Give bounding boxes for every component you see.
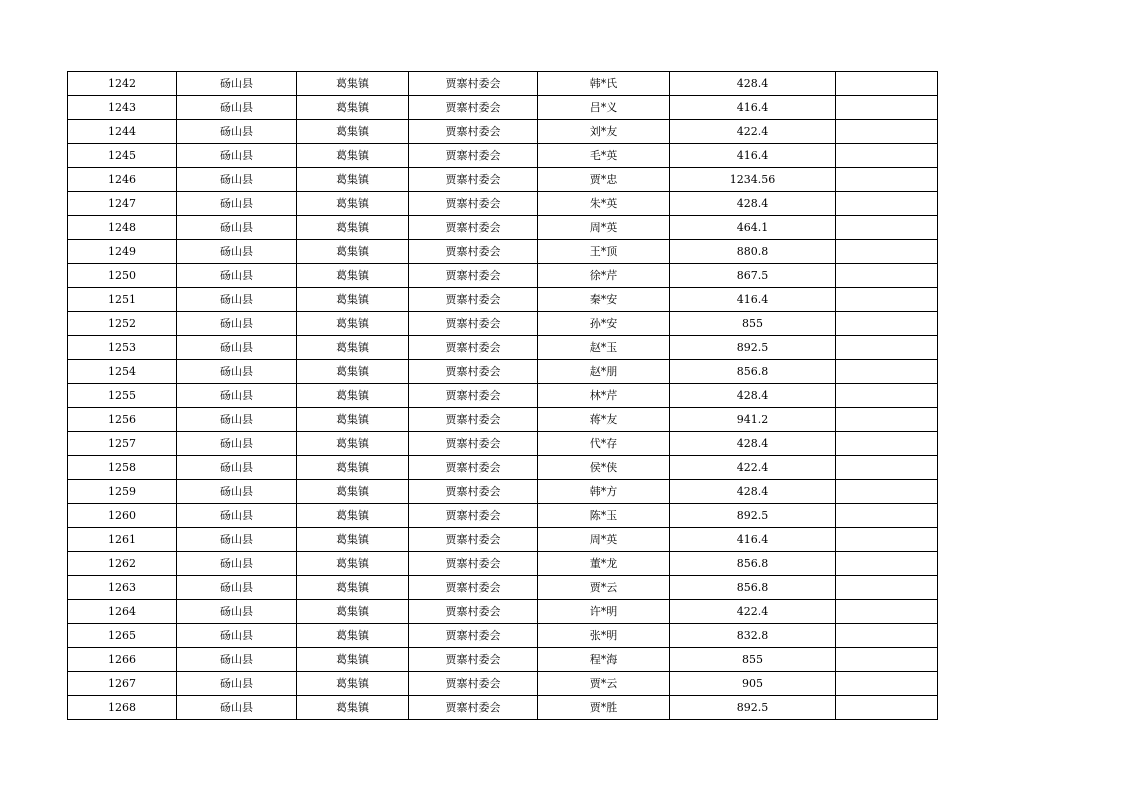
amount-cell: 422.4 (670, 456, 836, 480)
village-cell: 贾寨村委会 (409, 312, 538, 336)
village-cell: 贾寨村委会 (409, 696, 538, 720)
village-cell: 贾寨村委会 (409, 480, 538, 504)
village-cell: 贾寨村委会 (409, 144, 538, 168)
county-cell: 砀山县 (177, 360, 297, 384)
name-cell: 董*龙 (538, 552, 670, 576)
name-cell: 秦*安 (538, 288, 670, 312)
table-row (68, 528, 938, 552)
table-row (68, 216, 938, 240)
town-cell: 葛集镇 (297, 72, 409, 96)
row-number-cell: 1264 (68, 600, 177, 624)
county-cell: 砀山县 (177, 192, 297, 216)
row-number-cell: 1266 (68, 648, 177, 672)
village-cell: 贾寨村委会 (409, 408, 538, 432)
amount-cell: 422.4 (670, 600, 836, 624)
village-cell: 贾寨村委会 (409, 504, 538, 528)
note-cell (836, 96, 938, 120)
county-cell: 砀山县 (177, 552, 297, 576)
village-cell: 贾寨村委会 (409, 552, 538, 576)
county-cell: 砀山县 (177, 648, 297, 672)
amount-cell: 416.4 (670, 144, 836, 168)
row-number-cell: 1259 (68, 480, 177, 504)
note-cell (836, 624, 938, 648)
village-cell: 贾寨村委会 (409, 168, 538, 192)
amount-cell: 428.4 (670, 384, 836, 408)
town-cell: 葛集镇 (297, 648, 409, 672)
row-number-cell: 1250 (68, 264, 177, 288)
row-number-cell: 1248 (68, 216, 177, 240)
table-row (68, 192, 938, 216)
name-cell: 朱*英 (538, 192, 670, 216)
table-row (68, 120, 938, 144)
table-row (68, 96, 938, 120)
note-cell (836, 672, 938, 696)
row-number-cell: 1243 (68, 96, 177, 120)
county-cell: 砀山县 (177, 576, 297, 600)
table-row (68, 384, 938, 408)
amount-cell: 892.5 (670, 696, 836, 720)
table-row (68, 360, 938, 384)
name-cell: 陈*玉 (538, 504, 670, 528)
county-cell: 砀山县 (177, 672, 297, 696)
row-number-cell: 1267 (68, 672, 177, 696)
village-cell: 贾寨村委会 (409, 120, 538, 144)
county-cell: 砀山县 (177, 600, 297, 624)
name-cell: 王*顶 (538, 240, 670, 264)
note-cell (836, 480, 938, 504)
row-number-cell: 1265 (68, 624, 177, 648)
county-cell: 砀山县 (177, 216, 297, 240)
county-cell: 砀山县 (177, 96, 297, 120)
town-cell: 葛集镇 (297, 96, 409, 120)
name-cell: 贾*胜 (538, 696, 670, 720)
note-cell (836, 192, 938, 216)
table-row (68, 432, 938, 456)
county-cell: 砀山县 (177, 408, 297, 432)
amount-cell: 428.4 (670, 432, 836, 456)
town-cell: 葛集镇 (297, 696, 409, 720)
row-number-cell: 1262 (68, 552, 177, 576)
note-cell (836, 648, 938, 672)
row-number-cell: 1260 (68, 504, 177, 528)
table-row (68, 336, 938, 360)
town-cell: 葛集镇 (297, 120, 409, 144)
row-number-cell: 1254 (68, 360, 177, 384)
county-cell: 砀山县 (177, 432, 297, 456)
table-row (68, 672, 938, 696)
village-cell: 贾寨村委会 (409, 96, 538, 120)
table-row (68, 312, 938, 336)
county-cell: 砀山县 (177, 120, 297, 144)
county-cell: 砀山县 (177, 480, 297, 504)
name-cell: 徐*芹 (538, 264, 670, 288)
village-cell: 贾寨村委会 (409, 288, 538, 312)
name-cell: 贾*云 (538, 672, 670, 696)
name-cell: 毛*英 (538, 144, 670, 168)
name-cell: 张*明 (538, 624, 670, 648)
note-cell (836, 408, 938, 432)
amount-cell: 416.4 (670, 96, 836, 120)
note-cell (836, 120, 938, 144)
amount-cell: 464.1 (670, 216, 836, 240)
town-cell: 葛集镇 (297, 408, 409, 432)
table-row (68, 480, 938, 504)
village-cell: 贾寨村委会 (409, 216, 538, 240)
town-cell: 葛集镇 (297, 624, 409, 648)
note-cell (836, 696, 938, 720)
county-cell: 砀山县 (177, 264, 297, 288)
row-number-cell: 1251 (68, 288, 177, 312)
amount-cell: 856.8 (670, 360, 836, 384)
row-number-cell: 1245 (68, 144, 177, 168)
row-number-cell: 1244 (68, 120, 177, 144)
town-cell: 葛集镇 (297, 216, 409, 240)
note-cell (836, 552, 938, 576)
town-cell: 葛集镇 (297, 600, 409, 624)
table-body (68, 72, 938, 720)
town-cell: 葛集镇 (297, 192, 409, 216)
row-number-cell: 1261 (68, 528, 177, 552)
town-cell: 葛集镇 (297, 312, 409, 336)
amount-cell: 941.2 (670, 408, 836, 432)
note-cell (836, 168, 938, 192)
town-cell: 葛集镇 (297, 456, 409, 480)
town-cell: 葛集镇 (297, 576, 409, 600)
row-number-cell: 1257 (68, 432, 177, 456)
name-cell: 许*明 (538, 600, 670, 624)
village-cell: 贾寨村委会 (409, 672, 538, 696)
amount-cell: 892.5 (670, 504, 836, 528)
county-cell: 砀山县 (177, 144, 297, 168)
note-cell (836, 528, 938, 552)
county-cell: 砀山县 (177, 696, 297, 720)
village-cell: 贾寨村委会 (409, 192, 538, 216)
name-cell: 韩*氏 (538, 72, 670, 96)
name-cell: 周*英 (538, 528, 670, 552)
table-row (68, 552, 938, 576)
table-row (68, 576, 938, 600)
town-cell: 葛集镇 (297, 336, 409, 360)
amount-cell: 855 (670, 648, 836, 672)
row-number-cell: 1256 (68, 408, 177, 432)
table-row (68, 264, 938, 288)
village-cell: 贾寨村委会 (409, 624, 538, 648)
amount-cell: 428.4 (670, 480, 836, 504)
town-cell: 葛集镇 (297, 168, 409, 192)
note-cell (836, 384, 938, 408)
note-cell (836, 576, 938, 600)
note-cell (836, 312, 938, 336)
village-cell: 贾寨村委会 (409, 456, 538, 480)
name-cell: 孙*安 (538, 312, 670, 336)
note-cell (836, 432, 938, 456)
name-cell: 周*英 (538, 216, 670, 240)
village-cell: 贾寨村委会 (409, 576, 538, 600)
table-row (68, 504, 938, 528)
amount-cell: 880.8 (670, 240, 836, 264)
table-row (68, 624, 938, 648)
village-cell: 贾寨村委会 (409, 600, 538, 624)
row-number-cell: 1242 (68, 72, 177, 96)
note-cell (836, 504, 938, 528)
amount-cell: 832.8 (670, 624, 836, 648)
town-cell: 葛集镇 (297, 264, 409, 288)
table-row (68, 456, 938, 480)
table-row (68, 144, 938, 168)
amount-cell: 892.5 (670, 336, 836, 360)
row-number-cell: 1247 (68, 192, 177, 216)
row-number-cell: 1249 (68, 240, 177, 264)
village-cell: 贾寨村委会 (409, 648, 538, 672)
county-cell: 砀山县 (177, 240, 297, 264)
town-cell: 葛集镇 (297, 480, 409, 504)
note-cell (836, 240, 938, 264)
note-cell (836, 456, 938, 480)
county-cell: 砀山县 (177, 528, 297, 552)
data-table (67, 71, 938, 720)
note-cell (836, 144, 938, 168)
note-cell (836, 216, 938, 240)
county-cell: 砀山县 (177, 288, 297, 312)
town-cell: 葛集镇 (297, 504, 409, 528)
amount-cell: 855 (670, 312, 836, 336)
name-cell: 吕*义 (538, 96, 670, 120)
note-cell (836, 336, 938, 360)
county-cell: 砀山县 (177, 384, 297, 408)
town-cell: 葛集镇 (297, 432, 409, 456)
amount-cell: 1234.56 (670, 168, 836, 192)
name-cell: 韩*方 (538, 480, 670, 504)
note-cell (836, 72, 938, 96)
town-cell: 葛集镇 (297, 528, 409, 552)
name-cell: 代*存 (538, 432, 670, 456)
name-cell: 林*芹 (538, 384, 670, 408)
county-cell: 砀山县 (177, 456, 297, 480)
amount-cell: 428.4 (670, 72, 836, 96)
amount-cell: 856.8 (670, 552, 836, 576)
county-cell: 砀山县 (177, 312, 297, 336)
county-cell: 砀山县 (177, 336, 297, 360)
table-row (68, 168, 938, 192)
town-cell: 葛集镇 (297, 384, 409, 408)
row-number-cell: 1263 (68, 576, 177, 600)
row-number-cell: 1253 (68, 336, 177, 360)
county-cell: 砀山县 (177, 624, 297, 648)
amount-cell: 422.4 (670, 120, 836, 144)
village-cell: 贾寨村委会 (409, 528, 538, 552)
amount-cell: 428.4 (670, 192, 836, 216)
name-cell: 蒋*友 (538, 408, 670, 432)
county-cell: 砀山县 (177, 72, 297, 96)
row-number-cell: 1252 (68, 312, 177, 336)
town-cell: 葛集镇 (297, 672, 409, 696)
table-row (68, 696, 938, 720)
amount-cell: 416.4 (670, 288, 836, 312)
village-cell: 贾寨村委会 (409, 360, 538, 384)
data-table-container (67, 71, 938, 720)
village-cell: 贾寨村委会 (409, 240, 538, 264)
village-cell: 贾寨村委会 (409, 384, 538, 408)
village-cell: 贾寨村委会 (409, 432, 538, 456)
amount-cell: 856.8 (670, 576, 836, 600)
note-cell (836, 288, 938, 312)
name-cell: 贾*云 (538, 576, 670, 600)
village-cell: 贾寨村委会 (409, 336, 538, 360)
name-cell: 贾*忠 (538, 168, 670, 192)
table-row (68, 288, 938, 312)
town-cell: 葛集镇 (297, 552, 409, 576)
amount-cell: 416.4 (670, 528, 836, 552)
row-number-cell: 1258 (68, 456, 177, 480)
town-cell: 葛集镇 (297, 360, 409, 384)
village-cell: 贾寨村委会 (409, 264, 538, 288)
town-cell: 葛集镇 (297, 288, 409, 312)
row-number-cell: 1268 (68, 696, 177, 720)
amount-cell: 905 (670, 672, 836, 696)
village-cell: 贾寨村委会 (409, 72, 538, 96)
county-cell: 砀山县 (177, 504, 297, 528)
note-cell (836, 264, 938, 288)
name-cell: 赵*朋 (538, 360, 670, 384)
town-cell: 葛集镇 (297, 144, 409, 168)
name-cell: 侯*侠 (538, 456, 670, 480)
table-row (68, 600, 938, 624)
note-cell (836, 600, 938, 624)
table-row (68, 408, 938, 432)
table-row (68, 648, 938, 672)
row-number-cell: 1246 (68, 168, 177, 192)
town-cell: 葛集镇 (297, 240, 409, 264)
row-number-cell: 1255 (68, 384, 177, 408)
note-cell (836, 360, 938, 384)
table-row (68, 240, 938, 264)
table-row (68, 72, 938, 96)
amount-cell: 867.5 (670, 264, 836, 288)
name-cell: 程*海 (538, 648, 670, 672)
county-cell: 砀山县 (177, 168, 297, 192)
name-cell: 赵*玉 (538, 336, 670, 360)
name-cell: 刘*友 (538, 120, 670, 144)
